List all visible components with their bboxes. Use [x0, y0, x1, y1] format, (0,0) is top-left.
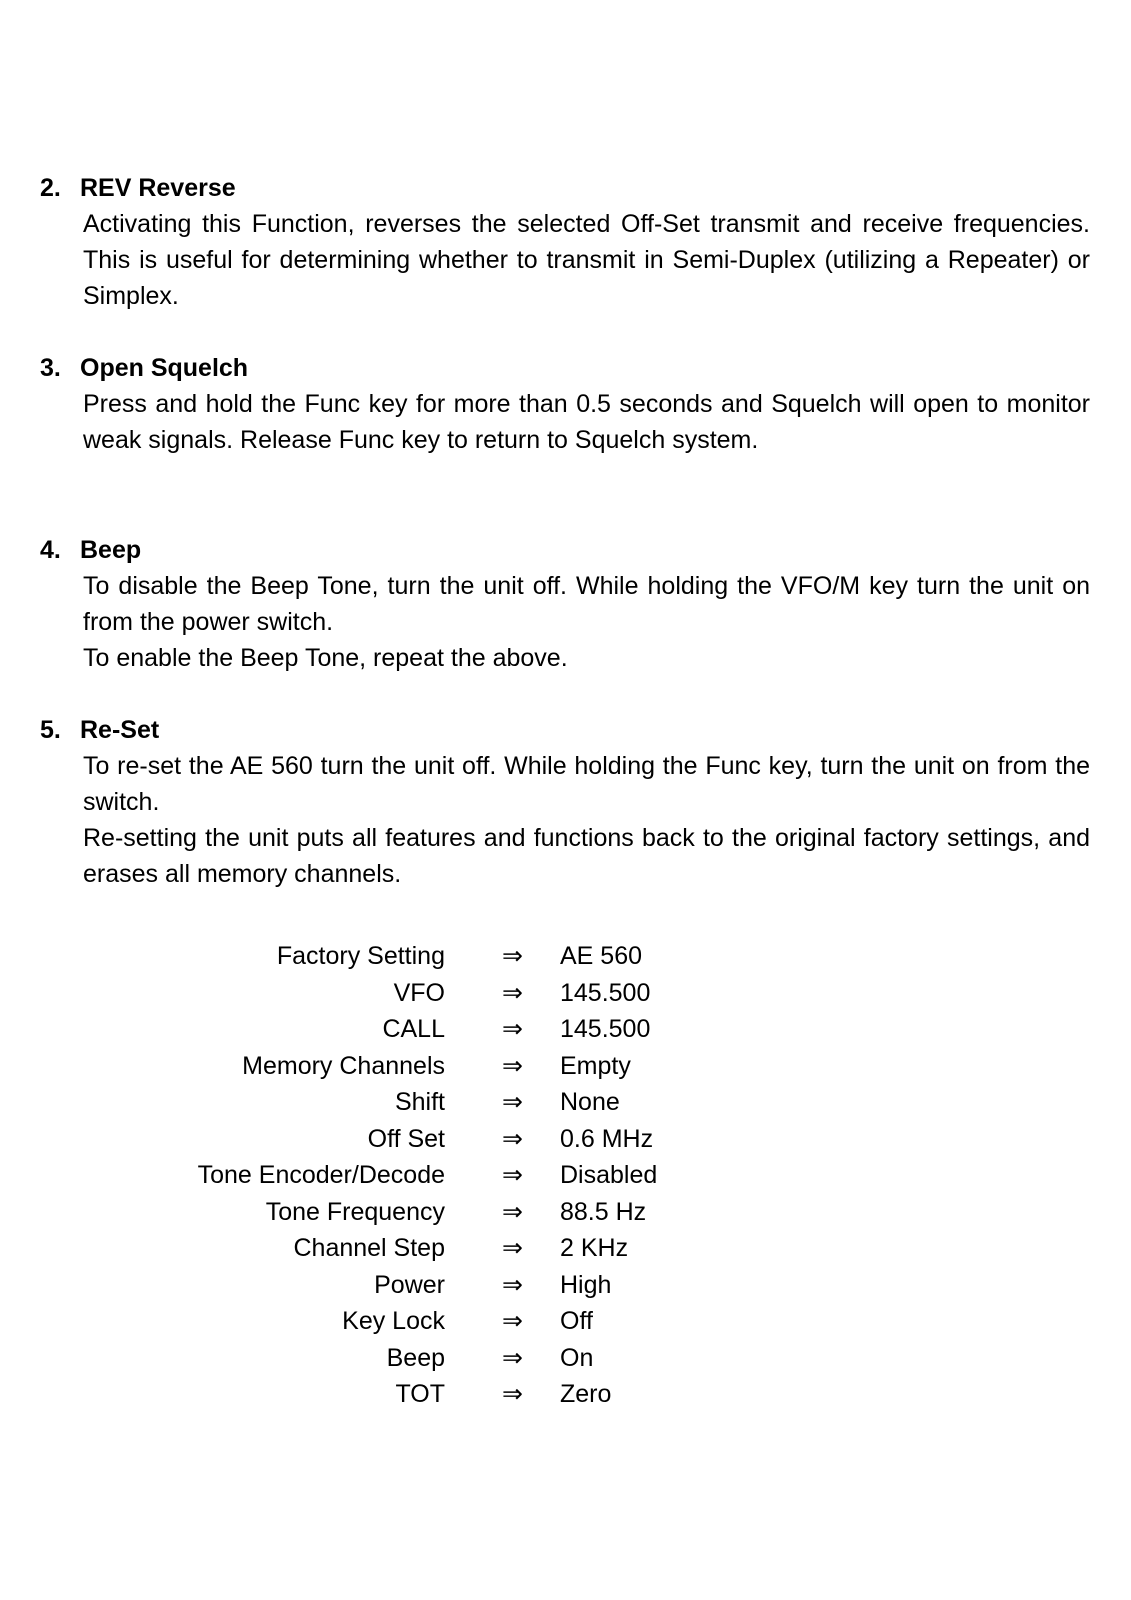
- section-beep: [40, 532, 1090, 676]
- section-number: 2.: [40, 174, 61, 202]
- setting-label: Shift: [394, 1088, 445, 1116]
- section-title: REV Reverse: [80, 174, 236, 202]
- settings-row: [140, 1011, 740, 1048]
- setting-label: Off Set: [367, 1124, 445, 1153]
- arrow-icon: ⇒: [502, 1307, 523, 1335]
- section-number: 3.: [40, 354, 61, 382]
- settings-row: [140, 1194, 740, 1231]
- arrow-icon: ⇒: [502, 1161, 523, 1189]
- setting-value: 2 KHz: [560, 1234, 629, 1262]
- section-re-set: [40, 712, 1090, 892]
- section-title: Re-Set: [80, 716, 160, 744]
- setting-value: High: [560, 1270, 612, 1299]
- settings-row: [140, 1048, 740, 1085]
- setting-label: CALL: [382, 1015, 445, 1043]
- setting-label: VFO: [393, 978, 445, 1007]
- arrow-icon: ⇒: [502, 1343, 523, 1372]
- arrow-icon: ⇒: [502, 1124, 523, 1153]
- section-rev-reverse: [40, 170, 1090, 314]
- settings-row: [140, 1376, 740, 1413]
- arrow-icon: ⇒: [502, 1270, 523, 1299]
- setting-label: TOT: [395, 1380, 445, 1408]
- settings-row: [140, 975, 740, 1012]
- settings-row: [140, 1157, 740, 1194]
- section-body: [83, 206, 1090, 314]
- setting-value: Disabled: [560, 1161, 658, 1189]
- paragraph: To disable the Beep Tone, turn the unit off. While holding the VFO/M key turn the unit on from the power switch.: [83, 572, 1090, 636]
- setting-label: Key Lock: [342, 1307, 445, 1335]
- arrow-icon: ⇒: [502, 1088, 523, 1116]
- section-title: Beep: [80, 536, 142, 564]
- settings-row: [140, 1230, 740, 1267]
- settings-row: [140, 1084, 740, 1121]
- section-body: [83, 748, 1090, 892]
- setting-label: Power: [374, 1270, 445, 1299]
- setting-value: On: [560, 1343, 594, 1372]
- section-open-squelch: [40, 350, 1090, 458]
- section-heading: [40, 350, 1090, 386]
- section-heading: [40, 532, 1090, 568]
- setting-value: 0.6 MHz: [560, 1124, 654, 1153]
- arrow-icon: ⇒: [502, 978, 523, 1007]
- section-heading: [40, 170, 1090, 206]
- arrow-icon: ⇒: [502, 942, 523, 970]
- arrow-icon: ⇒: [502, 1051, 523, 1080]
- setting-value: None: [560, 1088, 620, 1116]
- section-body: [83, 568, 1090, 676]
- setting-value: 145.500: [560, 978, 651, 1007]
- arrow-icon: ⇒: [502, 1380, 523, 1408]
- settings-row: [140, 938, 740, 975]
- setting-label: Memory Channels: [242, 1051, 445, 1080]
- setting-label: Channel Step: [293, 1234, 445, 1262]
- setting-value: 145.500: [560, 1015, 651, 1043]
- arrow-icon: ⇒: [502, 1015, 523, 1043]
- setting-label: Tone Frequency: [265, 1197, 445, 1226]
- paragraph: To re-set the AE 560 turn the unit off. While holding the Func key, turn the unit on from the switch.: [83, 752, 1090, 816]
- settings-row: [140, 1340, 740, 1377]
- setting-label: Tone Encoder/Decode: [197, 1161, 445, 1189]
- paragraph: To enable the Beep Tone, repeat the above.: [83, 644, 568, 672]
- setting-label: Beep: [386, 1343, 445, 1372]
- arrow-icon: ⇒: [502, 1197, 523, 1226]
- section-body: [83, 386, 1090, 458]
- paragraph: Activating this Function, reverses the selected Off-Set transmit and receive frequencies. This is useful for determining whether to transmit in Semi-Duplex (utilizing a Repeater) or Simplex.: [83, 210, 1090, 310]
- setting-value: Off: [560, 1307, 593, 1335]
- setting-value: Empty: [560, 1051, 631, 1080]
- factory-settings-table: [140, 938, 740, 1413]
- settings-row: [140, 1267, 740, 1304]
- arrow-icon: ⇒: [502, 1234, 523, 1262]
- section-number: 5.: [40, 716, 61, 744]
- setting-value: AE 560: [560, 942, 643, 970]
- section-title: Open Squelch: [80, 354, 249, 382]
- paragraph: Press and hold the Func key for more than 0.5 seconds and Squelch will open to monitor weak signals. Release Func key to return to Squelch system.: [83, 390, 1090, 454]
- setting-value: 88.5 Hz: [560, 1197, 647, 1226]
- setting-label: Factory Setting: [276, 942, 445, 970]
- paragraph: Re-setting the unit puts all features and functions back to the original factory settings, and erases all memory channels.: [83, 824, 1090, 888]
- setting-value: Zero: [560, 1380, 612, 1408]
- settings-row: [140, 1121, 740, 1158]
- section-heading: [40, 712, 1090, 748]
- section-number: 4.: [40, 536, 61, 564]
- settings-row: [140, 1303, 740, 1340]
